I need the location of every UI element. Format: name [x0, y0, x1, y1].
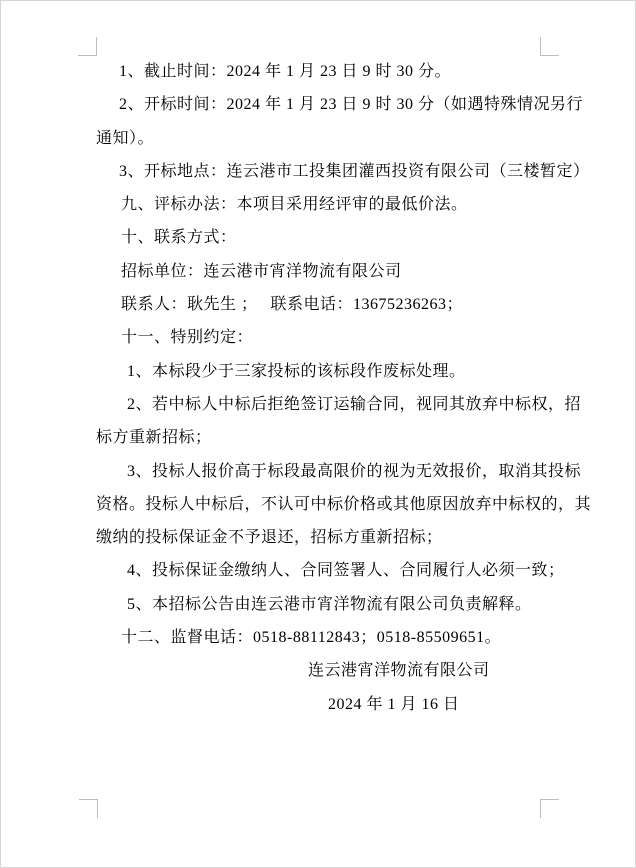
text-line: 3、投标人报价高于标段最高限价的视为无效报价，取消其投标	[127, 462, 582, 480]
margin-crop-mark-bottom-left	[79, 799, 98, 818]
margin-crop-mark-bottom-right	[540, 799, 559, 818]
text-line: 2、开标时间：2024 年 1 月 23 日 9 时 30 分（如遇特殊情况另行	[119, 96, 584, 114]
text-line: 十、联系方式：	[121, 229, 237, 247]
text-line: 缴纳的投标保证金不予退还，招标方重新招标；	[96, 529, 443, 547]
text-line: 资格。投标人中标后，不认可中标价格或其他原因放弃中标权的，其	[96, 495, 592, 513]
document-text[interactable]	[96, 55, 592, 721]
text-line: 4、投标保证金缴纳人、合同签署人、合同履行人必须一致；	[127, 562, 565, 580]
text-line: 招标单位：连云港市宵洋物流有限公司	[121, 262, 402, 280]
text-line: 九、评标办法：本项目采用经评审的最低价法。	[121, 196, 468, 214]
text-line: 十二、监督电话：0518-88112843；0518-85509651。	[121, 629, 502, 647]
text-line: 标方重新招标；	[96, 429, 212, 447]
text-line: 2024 年 1 月 16 日	[328, 695, 460, 713]
text-line: 连云港宵洋物流有限公司	[308, 662, 490, 680]
text-line: 联系人：耿先生 ； 联系电话：13675236263；	[121, 296, 464, 314]
text-line: 十一、特别约定：	[121, 329, 254, 347]
margin-crop-mark-top-right	[540, 37, 559, 56]
text-line: 1、截止时间：2024 年 1 月 23 日 9 时 30 分。	[119, 63, 452, 80]
margin-crop-mark-top-left	[78, 37, 97, 56]
text-line: 通知）。	[96, 129, 155, 147]
text-line: 3、开标地点：连云港市工投集团灌西投资有限公司（三楼暂定）	[119, 162, 590, 180]
text-line: 2、若中标人中标后拒绝签订运输合同，视同其放弃中标权，招	[127, 395, 582, 413]
text-line: 5、本招标公告由连云港市宵洋物流有限公司负责解释。	[127, 595, 532, 613]
text-line: 1、本标段少于三家投标的该标段作废标处理。	[127, 362, 466, 380]
